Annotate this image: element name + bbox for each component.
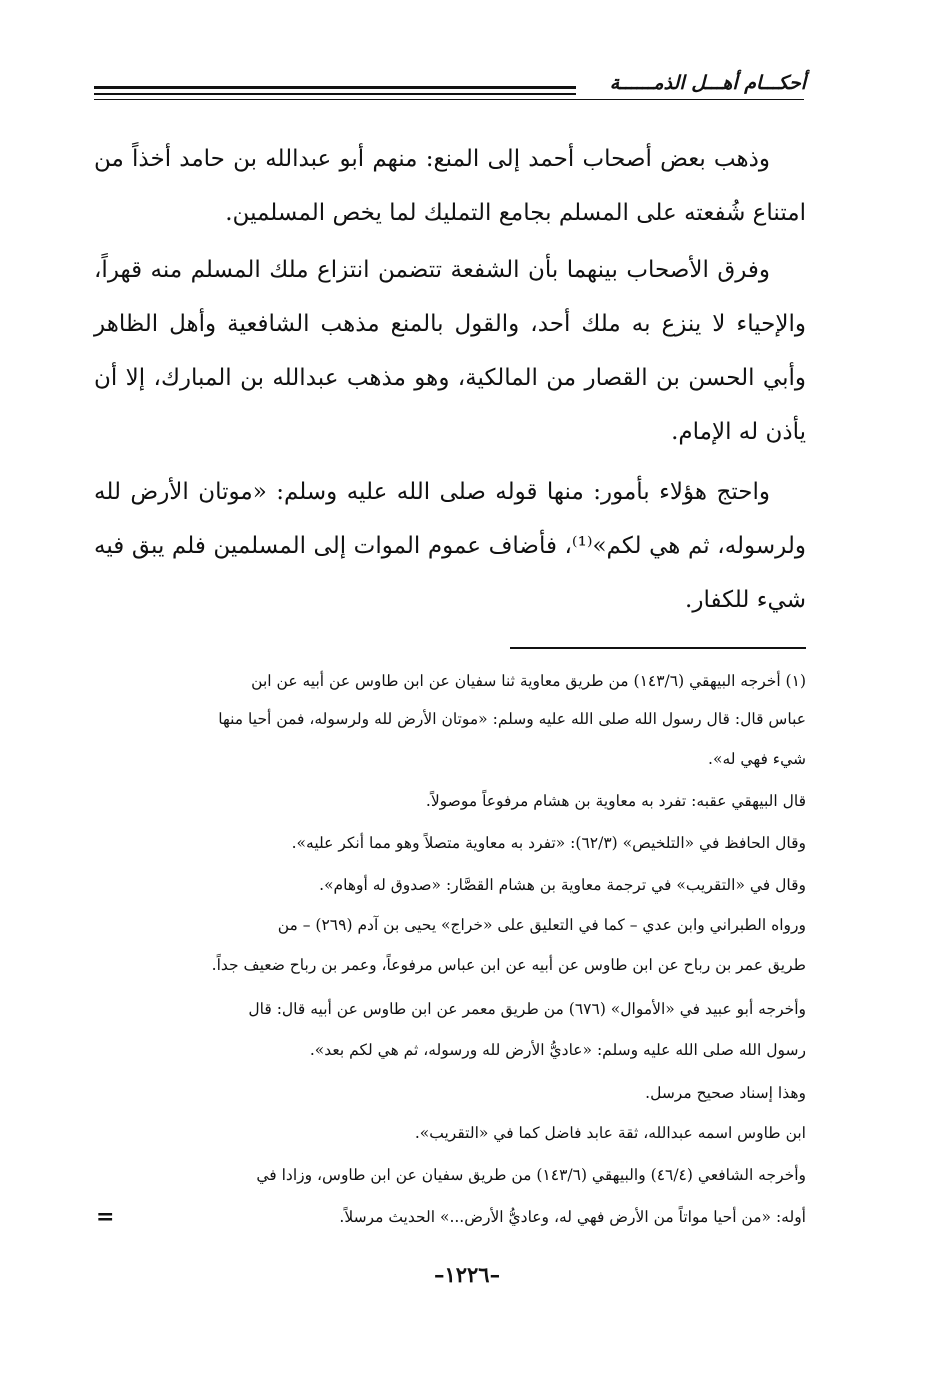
footnote-line: (١) أخرجه البيهقي (١٤٣/٦) من طريق معاوية ثنا سفيان عن ابن طاوس عن أبيه عن ابن <box>251 672 806 690</box>
body-paragraph: واحتج هؤلاء بأمور: منها قوله صلى الله عليه وسلم: «موتان الأرض لله ولرسوله، ثم هي لكم»⁽¹⁾، فأضاف عموم الموات إلى المسلمين فلم يبق فيه شيء للكفار. <box>94 479 806 613</box>
body-paragraph: وذهب بعض أصحاب أحمد إلى المنع: منهم أبو عبدالله بن حامد أخذاً من امتناع شُفعته على المسلم بجامع التمليك لما يخص المسلمين. <box>94 146 806 226</box>
header-rule <box>94 99 804 100</box>
continuation-mark: = <box>96 1204 115 1230</box>
footnote-line: أوله: «من أحيا مواتاً من الأرض فهي له، وعاديُّ الأرض...» الحديث مرسلاً. <box>339 1208 806 1226</box>
footnote-line: وأخرجه الشافعي (٤٦/٤) والبيهقي (١٤٣/٦) من طريق سفيان عن ابن طاوس، وزادا في <box>256 1166 806 1184</box>
running-header-title: أحكـــام أهـــل الذمــــــة <box>609 72 806 94</box>
body-paragraph: وفرق الأصحاب بينهما بأن الشفعة تتضمن انتزاع ملك المسلم منه قهراً، والإحياء لا ينزع به ملك أحد، والقول بالمنع مذهب الشافعية وأهل الظاهر وأبي الحسن بن القصار من المالكية، وهو مذهب عبدالله بن المبارك، إلا أن يأذن له الإمام. <box>94 257 806 445</box>
footnote-separator <box>510 647 806 649</box>
footnote-line: وأخرجه أبو عبيد في «الأموال» (٦٧٦) من طريق معمر عن ابن طاوس عن أبيه قال: قال <box>248 1000 806 1018</box>
footnote-line: وقال في «التقريب» في ترجمة معاوية بن هشام القصَّار: «صدوق له أوهام». <box>319 876 806 894</box>
footnote-line: قال البيهقي عقبه: تفرد به معاوية بن هشام مرفوعاً موصولاً. <box>425 792 806 810</box>
footnote-line: ورواه الطبراني وابن عدي – كما في التعليق على «خراج» يحيى بن آدم (٢٦٩) – من <box>277 916 806 934</box>
footnote-line: وقال الحافظ في «التلخيص» (٦٢/٣): «تفرد به معاوية متصلاً وهو مما أنكر عليه». <box>291 834 806 852</box>
footnote-line: ابن طاوس اسمه عبدالله، ثقة عابد فاضل كما في «التقريب». <box>414 1124 806 1142</box>
header-rule <box>94 86 576 89</box>
footnote-line: عباس قال: قال رسول الله صلى الله عليه وسلم: «موتان الأرض لله ولرسوله، فمن أحيا منها <box>218 710 806 728</box>
header-rule <box>94 93 576 95</box>
body-text <box>94 132 806 240</box>
footnote-line: طريق عمر بن رباح عن ابن طاوس عن أبيه عن ابن عباس مرفوعاً، وعمر بن رباح ضعيف جداً. <box>211 956 806 974</box>
body-text <box>94 465 806 627</box>
page-number: –١٢٢٦– <box>433 1262 501 1287</box>
footnote-line: وهذا إسناد صحيح مرسل. <box>645 1084 806 1102</box>
footnote-line: رسول الله صلى الله عليه وسلم: «عاديُّ الأرض لله ورسوله، ثم هي لكم بعد». <box>309 1041 806 1059</box>
body-text <box>94 243 806 459</box>
footnote-line: شيء فهي له». <box>708 750 806 768</box>
